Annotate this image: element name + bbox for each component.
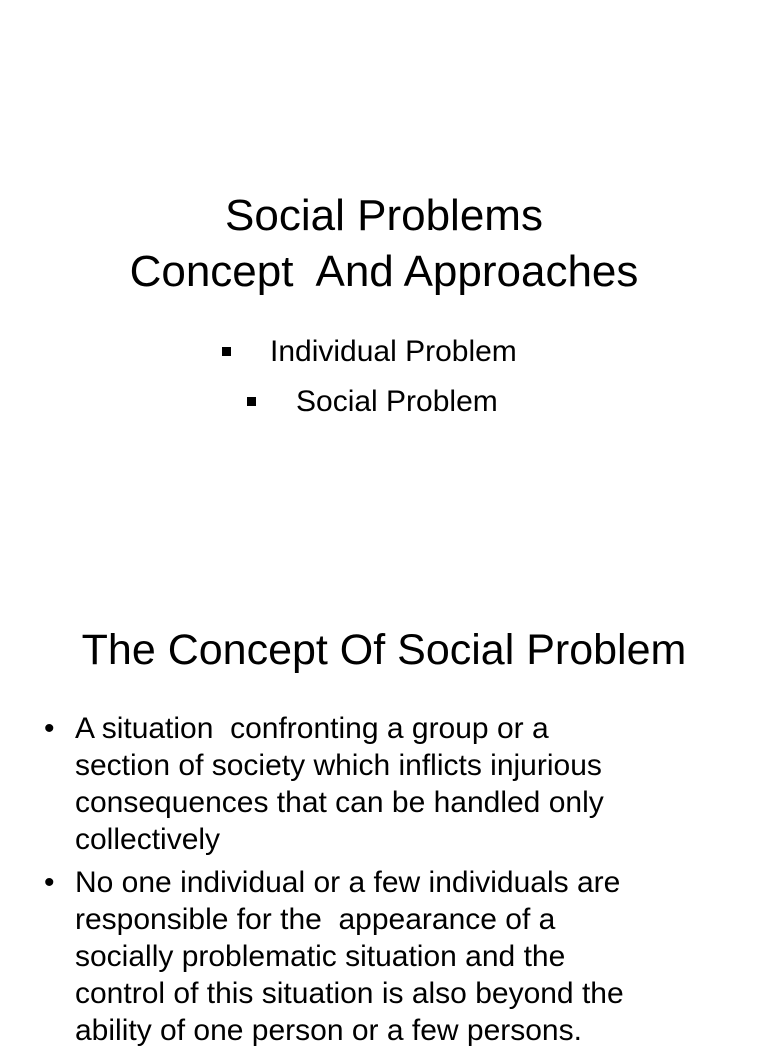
point-line: ability of one person or a few persons. — [75, 1014, 582, 1047]
subtopic-item — [0, 330, 768, 380]
point-line: section of society which inflicts injurious — [75, 749, 602, 782]
definition-point — [0, 864, 768, 1049]
subtopic-item — [0, 380, 768, 430]
definition-point — [0, 710, 768, 858]
point-line: responsible for the appearance of a — [75, 903, 556, 936]
slide-heading: The Concept Of Social Problem — [81, 626, 687, 674]
point-line: control of this situation is also beyond the — [75, 977, 624, 1010]
point-line: collectively — [75, 823, 221, 856]
definition-list — [0, 710, 768, 1055]
square-bullet-icon — [222, 347, 231, 356]
point-line: consequences that can be handled only — [75, 786, 604, 819]
square-bullet-icon — [247, 397, 256, 406]
point-line: A situation confronting a group or a — [75, 712, 549, 745]
point-line: No one individual or a few individuals are — [75, 866, 621, 899]
title-line: Concept And Approaches — [129, 247, 639, 296]
round-bullet-icon: • — [44, 712, 55, 745]
slide-title — [0, 188, 768, 300]
title-line: Social Problems — [225, 191, 543, 240]
concept-slide — [0, 600, 768, 1047]
round-bullet-icon: • — [44, 866, 55, 899]
subtopic-list — [0, 330, 768, 430]
point-line: socially problematic situation and the — [75, 940, 566, 973]
subtopic-label: Social Problem — [296, 385, 498, 418]
subtopic-label: Individual Problem — [270, 335, 517, 368]
